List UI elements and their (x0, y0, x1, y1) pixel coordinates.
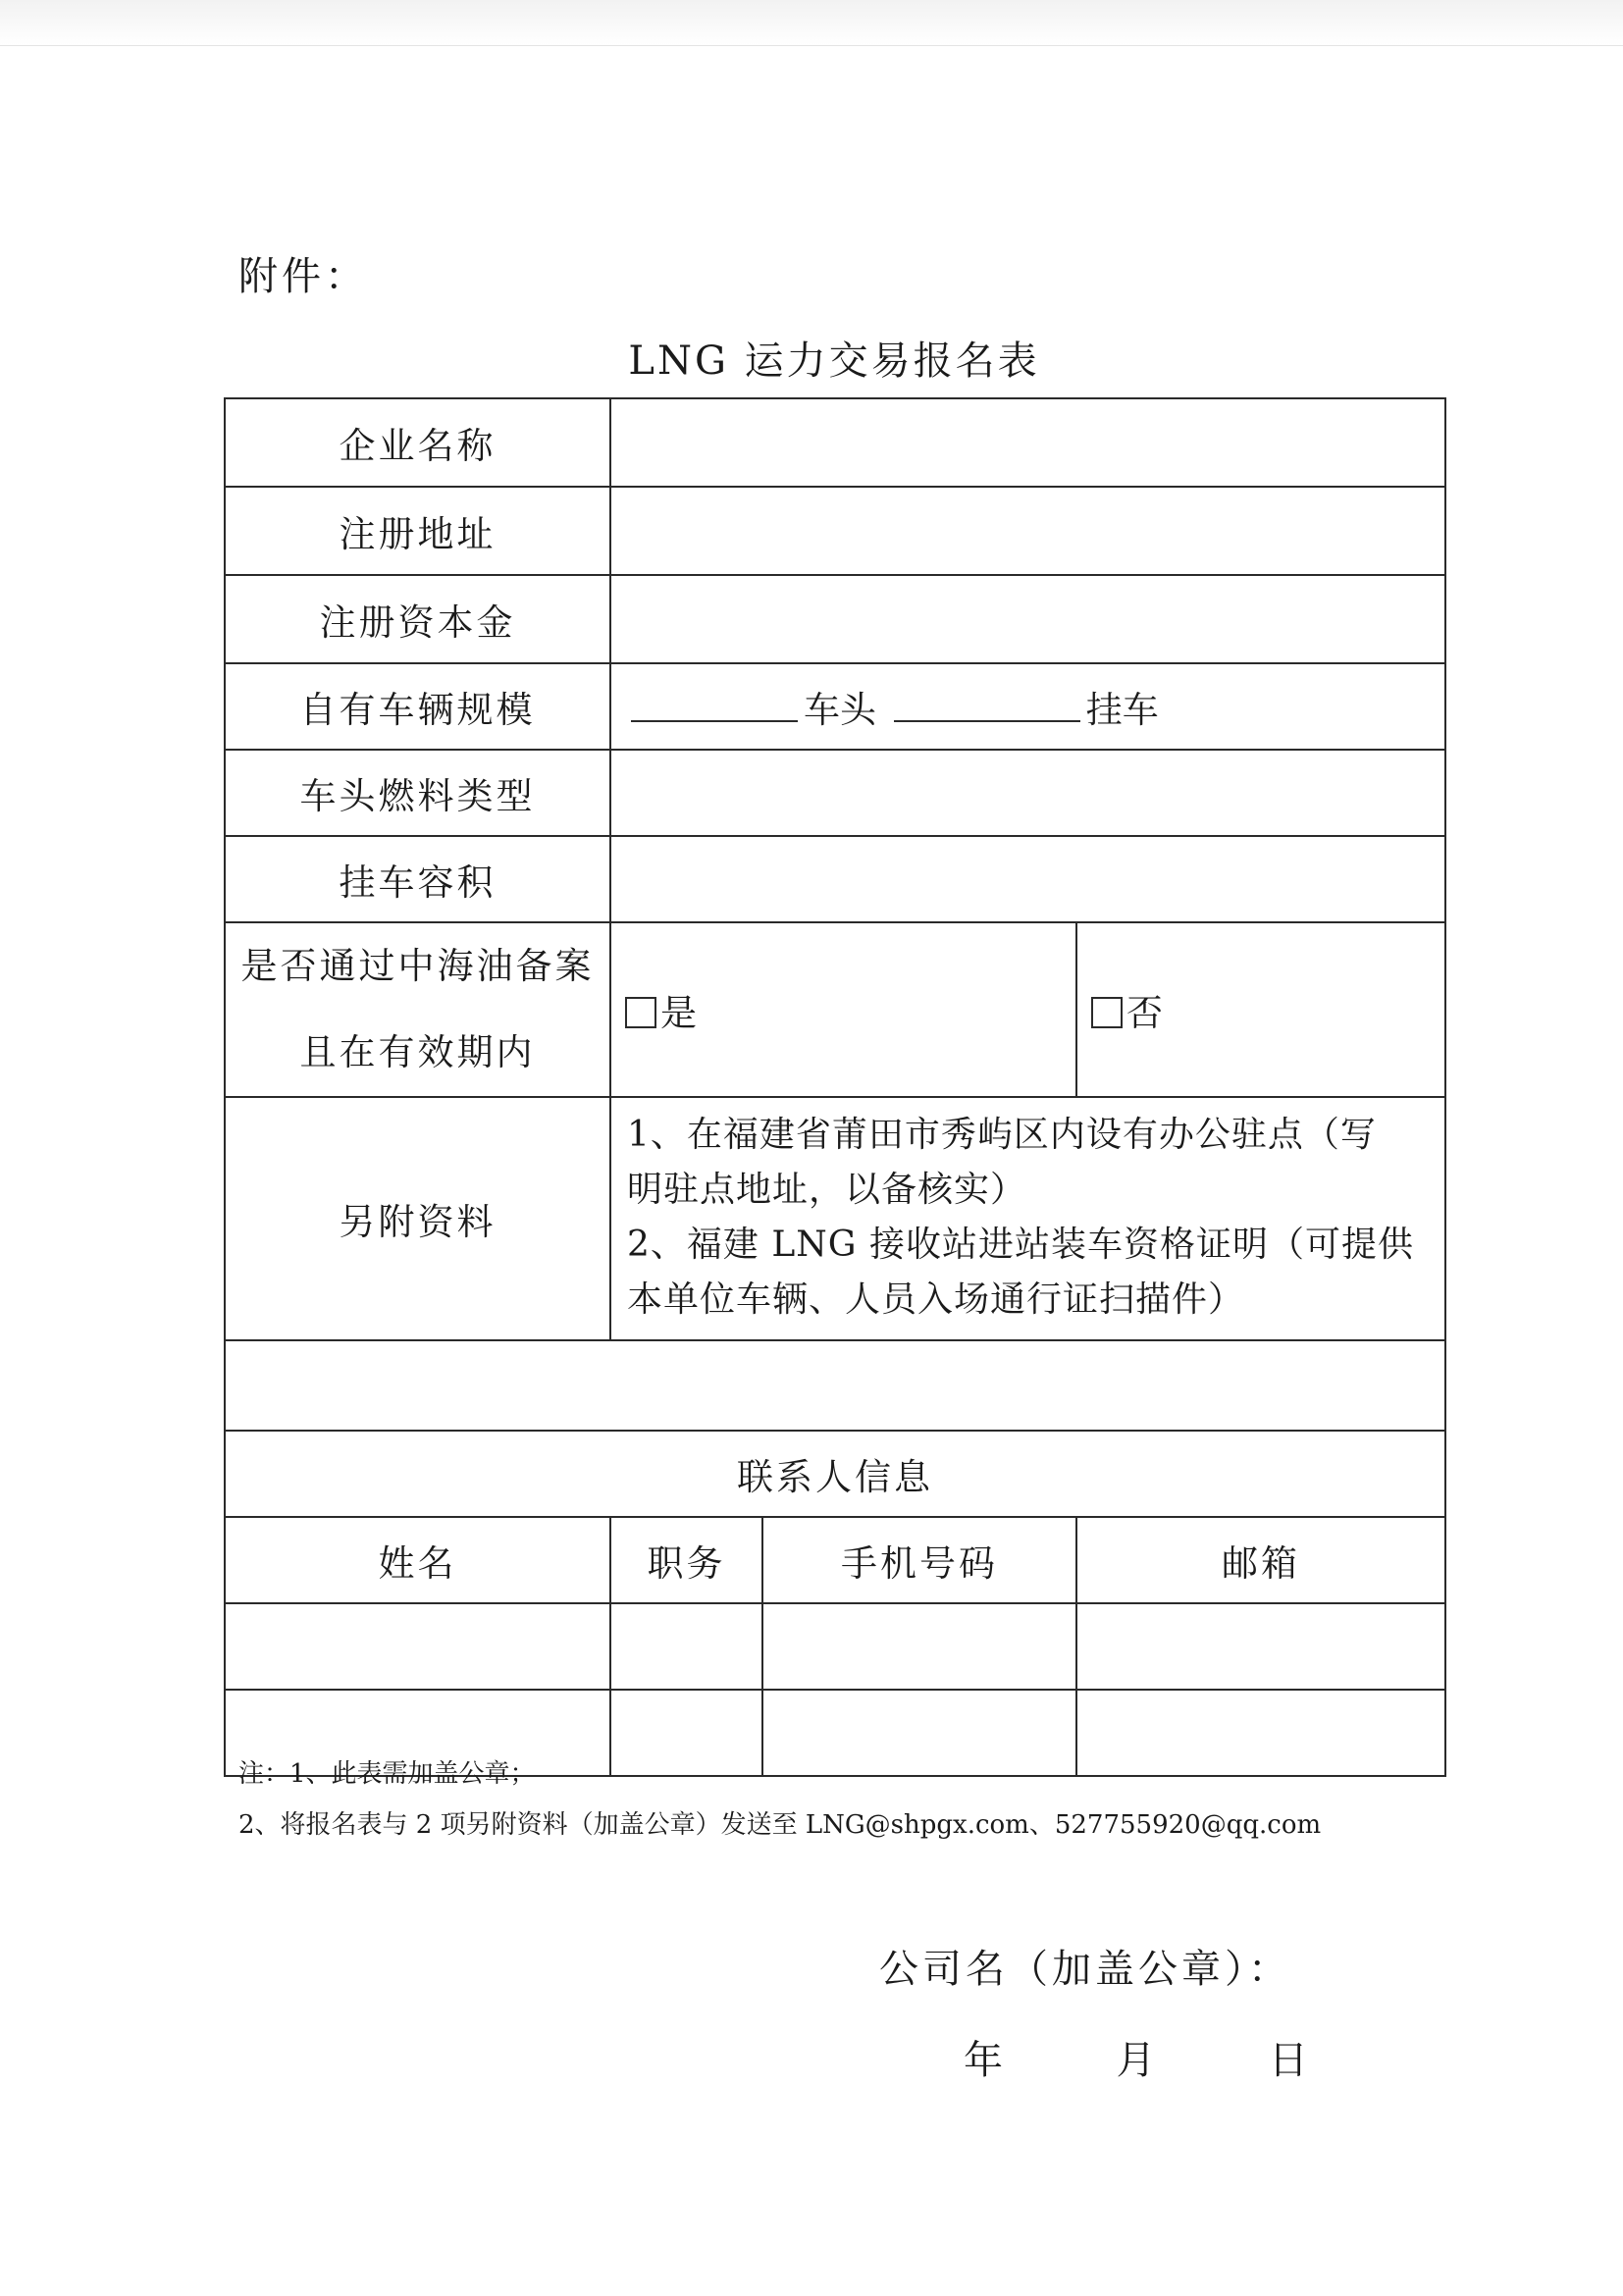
row-registered-address (225, 487, 1445, 575)
attachment-item1-line2: 明驻点地址，以备核实） (627, 1170, 1027, 1210)
yes-option-label: 是 (660, 992, 697, 1034)
attachment-item2-line2: 本单位车辆、人员入场通行证扫描件） (627, 1279, 1245, 1320)
cnooc-filing-label-line2: 且在有效期内 (299, 1031, 536, 1073)
no-checkbox[interactable] (1091, 997, 1123, 1028)
trailer-volume-label: 挂车容积 (225, 836, 610, 922)
contact-col-title: 职务 (610, 1517, 762, 1603)
row-contact-heading (225, 1431, 1445, 1517)
row-attachments (225, 1097, 1445, 1340)
notes (238, 1748, 1321, 1851)
attachments-label: 另附资料 (225, 1097, 610, 1340)
contact-heading: 联系人信息 (225, 1431, 1445, 1517)
row-registered-capital (225, 575, 1445, 663)
contact-header-row (225, 1517, 1445, 1603)
registered-capital-label: 注册资本金 (225, 575, 610, 663)
no-option-label: 否 (1126, 992, 1163, 1034)
date-line (964, 2029, 1308, 2085)
registered-capital-field[interactable] (610, 575, 1445, 663)
row-trailer-volume (225, 836, 1445, 922)
tractor-count-blank[interactable] (631, 691, 798, 722)
row-cnooc-filing (225, 922, 1445, 1097)
attachment-item1-line1: 1、在福建省莆田市秀屿区内设有办公驻点（写 (627, 1115, 1377, 1155)
row-fleet-size (225, 663, 1445, 750)
company-name-label: 企业名称 (225, 398, 610, 487)
registration-form-table (224, 397, 1446, 1777)
day-label: 日 (1268, 2038, 1308, 2083)
tractor-fuel-field[interactable] (610, 750, 1445, 836)
trailer-count-blank[interactable] (894, 691, 1080, 722)
row-spacer (225, 1340, 1445, 1431)
attachment-label: 附件： (238, 254, 368, 299)
scan-edge (0, 0, 1623, 46)
contact-email-cell[interactable] (1076, 1603, 1445, 1690)
attachments-content (610, 1097, 1445, 1340)
cnooc-filing-yes-cell (610, 922, 1076, 1097)
contact-col-phone: 手机号码 (762, 1517, 1076, 1603)
fleet-size-field (610, 663, 1445, 750)
row-tractor-fuel (225, 750, 1445, 836)
tractor-suffix: 车头 (804, 689, 876, 731)
form-title: LNG 运力交易报名表 (628, 339, 1040, 384)
contact-col-name: 姓名 (225, 1517, 610, 1603)
contact-name-cell[interactable] (225, 1603, 610, 1690)
spacer-cell (225, 1340, 1445, 1431)
yes-checkbox[interactable] (625, 997, 656, 1028)
cnooc-filing-label (225, 922, 610, 1097)
trailer-volume-field[interactable] (610, 836, 1445, 922)
cnooc-filing-label-line1: 是否通过中海油备案 (240, 945, 595, 987)
year-label: 年 (964, 2038, 1003, 2083)
tractor-fuel-label: 车头燃料类型 (225, 750, 610, 836)
cnooc-filing-no-cell (1076, 922, 1445, 1097)
note-line1: 注：1、此表需加盖公章； (238, 1759, 536, 1789)
fleet-size-label: 自有车辆规模 (225, 663, 610, 750)
company-name-field[interactable] (610, 398, 1445, 487)
company-seal-line: 公司名（加盖公章）： (879, 1947, 1291, 1992)
registered-address-label: 注册地址 (225, 487, 610, 575)
contact-phone-cell[interactable] (762, 1603, 1076, 1690)
month-label: 月 (1116, 2038, 1156, 2083)
contact-col-email: 邮箱 (1076, 1517, 1445, 1603)
contact-title-cell[interactable] (610, 1603, 762, 1690)
row-company-name (225, 398, 1445, 487)
contact-row (225, 1603, 1445, 1690)
registered-address-field[interactable] (610, 487, 1445, 575)
attachment-item2-line1: 2、福建 LNG 接收站进站装车资格证明（可提供 (627, 1225, 1414, 1265)
trailer-suffix: 挂车 (1085, 689, 1159, 731)
note-line2: 2、将报名表与 2 项另附资料（加盖公章）发送至 LNG@shpgx.com、527755920@qq.com (238, 1810, 1322, 1840)
